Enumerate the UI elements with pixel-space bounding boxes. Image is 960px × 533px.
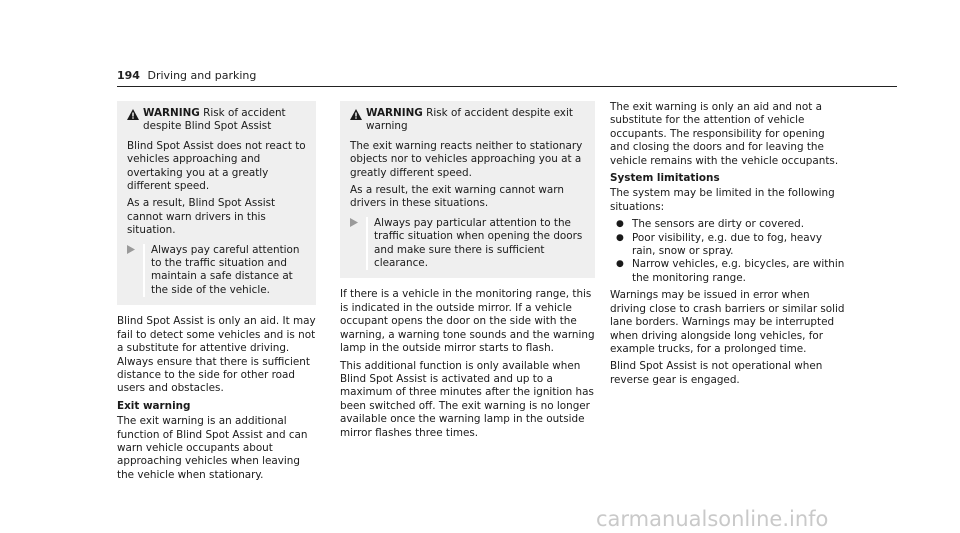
body-paragraph: Blind Spot Assist is only an aid. It may fail to detect some vehicles and is not a substitute for attentive driving. Always ensure that there is sufficient distance to the side for other road users and obstacles. bbox=[117, 315, 316, 395]
column-1 bbox=[117, 101, 316, 486]
column-2 bbox=[340, 101, 595, 444]
page-header bbox=[117, 69, 256, 82]
bullet-icon: ● bbox=[616, 259, 624, 270]
list-item: ● The sensors are dirty or covered. bbox=[610, 218, 846, 231]
watermark-text: carmanualsonline.info bbox=[596, 507, 829, 531]
warning-triangle-icon bbox=[350, 107, 366, 134]
body-paragraph: The system may be limited in the following situations: bbox=[610, 187, 835, 213]
body-paragraph: Warnings may be issued in error when driving close to crash barriers or similar solid lane borders. Warnings may be interrupted when driving alongside long vehicles, for example trucks, for a prolonged time. bbox=[610, 289, 845, 355]
warning-tip-text: Always pay particular attention to the traffic situation when opening the doors and make sure there is sufficient clearance. bbox=[366, 217, 587, 271]
body-paragraph: Blind Spot Assist is not operational when reverse gear is engaged. bbox=[610, 360, 823, 386]
body-paragraph: This additional function is only available when Blind Spot Assist is activated and up to a maximum of three minutes after the ignition has been switched off. The exit warning is no longer available once the warning lamp in the outside mirror flashes three times. bbox=[340, 359, 594, 439]
column-3 bbox=[610, 101, 846, 391]
warning-title-row bbox=[350, 107, 587, 134]
warning-tip-text: Always pay careful attention to the traffic situation and maintain a safe distance at the side of the vehicle. bbox=[143, 244, 308, 298]
section-title: Driving and parking bbox=[147, 69, 257, 82]
list-item: ● Narrow vehicles, e.g. bicycles, are within the monitoring range. bbox=[610, 258, 846, 285]
warning-paragraph: As a result, the exit warning cannot warn drivers in these situations. bbox=[350, 184, 564, 210]
body-paragraph: The exit warning is an additional function of Blind Spot Assist and can warn vehicle occupants about approaching vehicles when leaving the vehicle when stationary. bbox=[117, 415, 308, 481]
warning-paragraph: As a result, Blind Spot Assist cannot warn drivers in this situation. bbox=[127, 197, 276, 237]
section-heading-exit-warning: Exit warning bbox=[117, 399, 191, 412]
warning-box-exit-warning bbox=[340, 101, 595, 278]
arrow-right-icon bbox=[350, 217, 366, 271]
list-item: ● Poor visibility, e.g. due to fog, heavy rain, snow or spray. bbox=[610, 232, 846, 259]
body-paragraph: If there is a vehicle in the monitoring range, this is indicated in the outside mirror. If a vehicle occupant opens the door on the side with the warning, a warning tone sounds and the warning lamp in the outside mirror starts to flash. bbox=[340, 288, 595, 355]
bullet-icon: ● bbox=[616, 219, 624, 230]
warning-paragraph: The exit warning reacts neither to stationary objects nor to vehicles approaching you at a greatly different speed. bbox=[350, 139, 583, 179]
arrow-right-icon bbox=[127, 244, 143, 298]
warning-label: WARNING bbox=[366, 107, 423, 119]
page-number: 194 bbox=[117, 69, 140, 82]
warning-box-blind-spot bbox=[117, 101, 316, 305]
warning-paragraph: Blind Spot Assist does not react to vehicles approaching and overtaking you at a greatly different speed. bbox=[127, 139, 306, 193]
warning-title: Risk of accident despite exit warning bbox=[366, 107, 573, 133]
header-rule bbox=[117, 86, 897, 87]
body-paragraph: The exit warning is only an aid and not a substitute for the attention of vehicle occupants. The responsibility for opening and closing the doors and for leaving the vehicle remains with the vehicle occupants. bbox=[610, 101, 839, 167]
warning-label: WARNING bbox=[143, 107, 200, 119]
bullet-icon: ● bbox=[616, 232, 624, 243]
warning-tip bbox=[127, 244, 308, 298]
warning-title-row bbox=[127, 107, 308, 134]
warning-triangle-icon bbox=[127, 107, 143, 134]
warning-title: Risk of accident despite Blind Spot Assist bbox=[143, 107, 286, 133]
warning-tip bbox=[350, 217, 587, 271]
section-heading-system-limitations: System limitations bbox=[610, 172, 720, 185]
limitations-list bbox=[610, 218, 846, 285]
